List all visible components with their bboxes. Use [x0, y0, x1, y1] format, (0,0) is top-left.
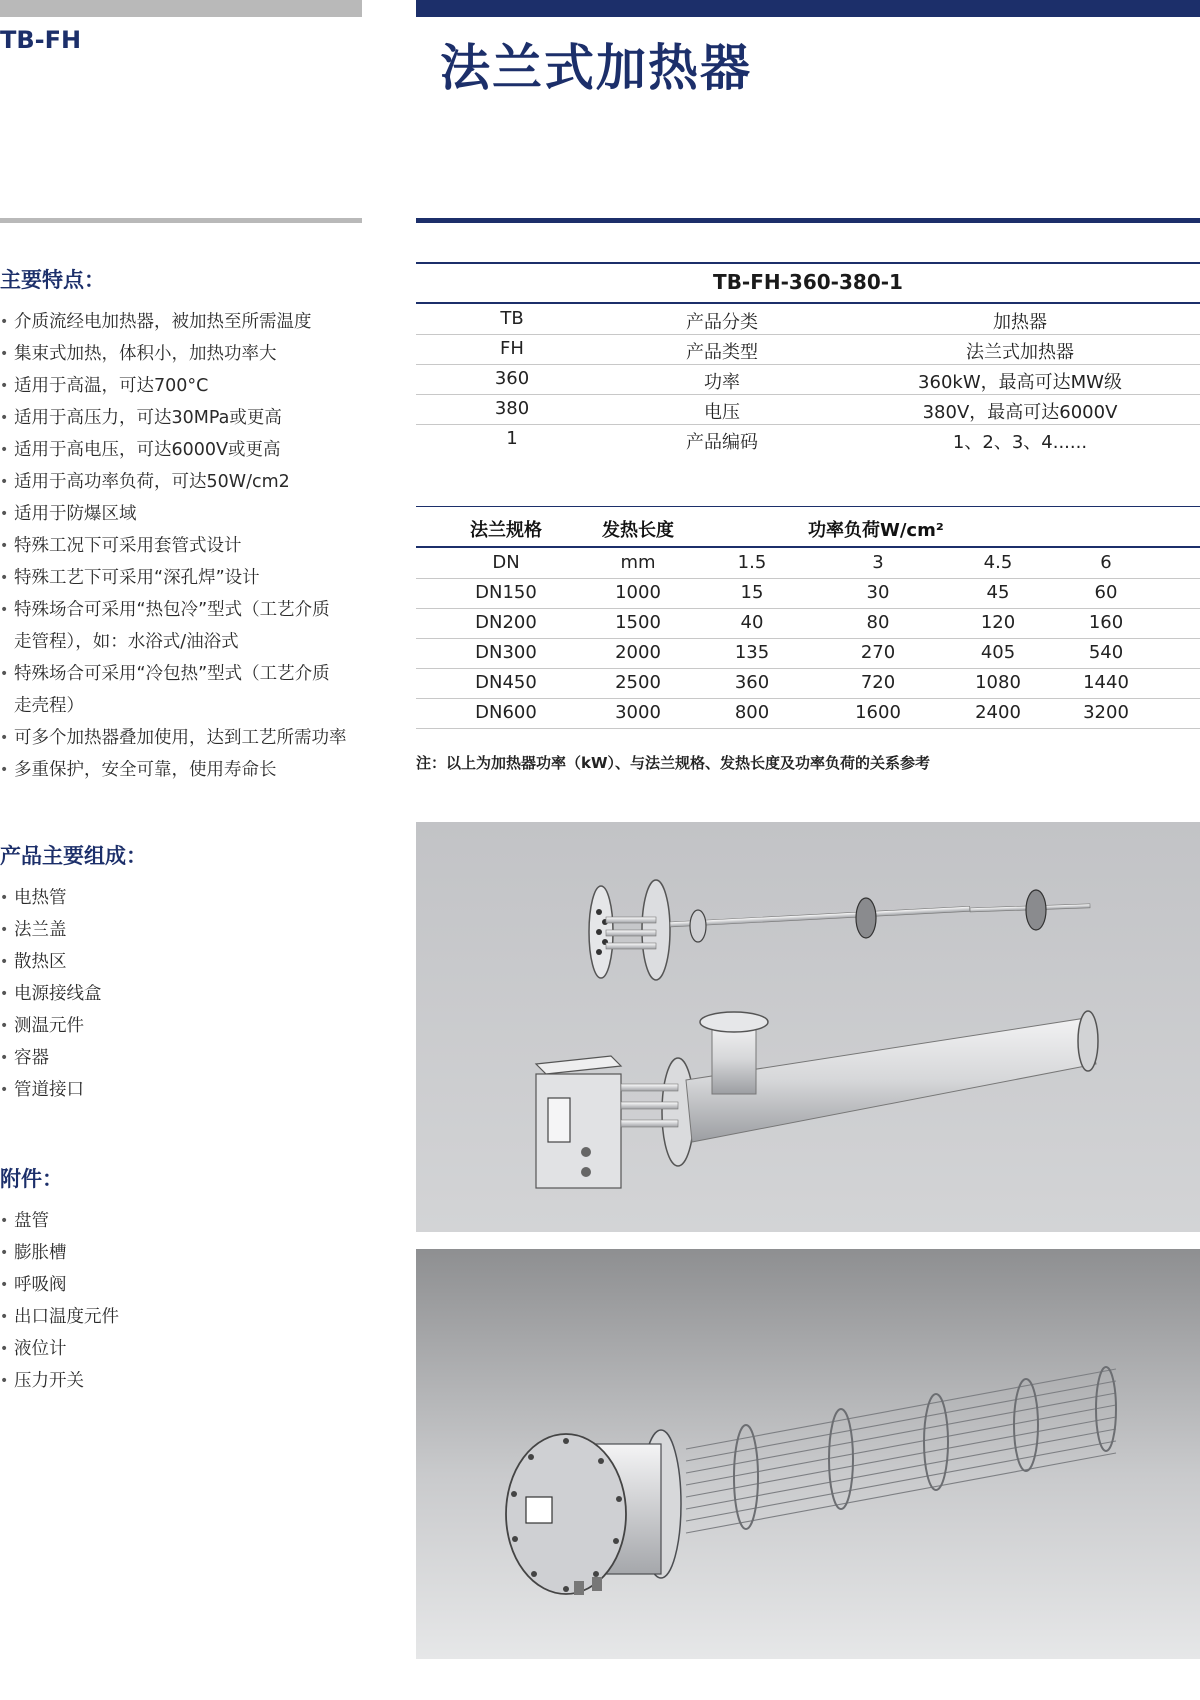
unit-cell: 3 — [872, 552, 884, 573]
table-cell: 405 — [980, 642, 1016, 663]
model-code-cell: FH — [500, 338, 524, 359]
row-divider — [416, 638, 1200, 639]
composition-title: 产品主要组成： — [0, 844, 147, 868]
model-meaning-cell: 功率 — [704, 372, 740, 393]
list-item: • 盘管 — [0, 1205, 370, 1237]
table-cell: 3000 — [615, 702, 661, 723]
list-item: • 特殊场合可采用“冷包热”型式（工艺介质 — [0, 658, 370, 690]
table-cell: DN300 — [475, 642, 537, 663]
list-item: • 电源接线盒 — [0, 978, 370, 1010]
list-item: • 特殊工况下可采用套管式设计 — [0, 530, 370, 562]
table-cell: 60 — [1094, 582, 1118, 603]
header-flange-spec: 法兰规格 — [470, 520, 542, 541]
model-meaning-cell: 产品类型 — [686, 342, 758, 363]
mid-gray-bar — [0, 218, 362, 223]
list-item: • 测温元件 — [0, 1010, 370, 1042]
power-table-bottom-rule — [416, 728, 1200, 729]
top-gray-bar — [0, 0, 362, 17]
table-cell: 540 — [1088, 642, 1124, 663]
model-value-cell: 380V，最高可达6000V — [922, 402, 1118, 423]
flange-heater-illustration — [416, 822, 1200, 1232]
product-render-1 — [416, 822, 1200, 1232]
table-cell: 3200 — [1083, 702, 1129, 723]
list-item: • 特殊场合可采用“热包冷”型式（工艺介质 — [0, 594, 370, 626]
list-item: • 压力开关 — [0, 1365, 370, 1397]
row-divider — [416, 424, 1200, 425]
table-header-rule — [416, 302, 1200, 304]
model-code-cell: 380 — [494, 398, 530, 419]
model-value-cell: 1、2、3、4...... — [952, 432, 1088, 453]
list-item: • 介质流经电加热器，被加热至所需温度 — [0, 306, 370, 338]
list-item: • 适用于高压力，可达30MPa或更高 — [0, 402, 370, 434]
table-cell: 80 — [866, 612, 890, 633]
list-item: • 多重保护，安全可靠，使用寿命长 — [0, 754, 370, 786]
table-cell: 270 — [860, 642, 896, 663]
model-table-title: TB-FH-360-380-1 — [713, 270, 903, 294]
header-navy-rule — [416, 218, 1200, 223]
list-item: • 出口温度元件 — [0, 1301, 370, 1333]
model-value-cell: 360kW，最高可达MW级 — [918, 372, 1122, 393]
row-divider — [416, 394, 1200, 395]
model-meaning-cell: 产品分类 — [686, 312, 758, 333]
page-title: 法兰式加热器 — [440, 39, 752, 97]
table-cell: 40 — [740, 612, 764, 633]
row-divider — [416, 364, 1200, 365]
model-code-cell: 360 — [494, 368, 530, 389]
accessories-list — [0, 1205, 370, 1397]
power-table-top-rule — [416, 506, 1200, 507]
table-cell: 2000 — [615, 642, 661, 663]
table-cell: 1000 — [615, 582, 661, 603]
list-item: • 特殊工艺下可采用“深孔焊”设计 — [0, 562, 370, 594]
model-value-cell: 法兰式加热器 — [966, 342, 1074, 363]
table-cell: 800 — [734, 702, 770, 723]
composition-list — [0, 882, 370, 1106]
table-cell: DN600 — [475, 702, 537, 723]
table-top-rule — [416, 262, 1200, 264]
table-cell: 15 — [740, 582, 764, 603]
list-item: • 呼吸阀 — [0, 1269, 370, 1301]
table-cell: 1440 — [1083, 672, 1129, 693]
model-code-cell: TB — [500, 308, 524, 329]
table-cell: DN200 — [475, 612, 537, 633]
accessories-title: 附件： — [0, 1167, 63, 1191]
table-cell: 720 — [860, 672, 896, 693]
table-cell: 2400 — [975, 702, 1021, 723]
list-item: • 法兰盖 — [0, 914, 370, 946]
table-cell: 30 — [866, 582, 890, 603]
table-note: 注：以上为加热器功率（kW）、与法兰规格、发热长度及功率负荷的关系参考 — [416, 754, 931, 772]
list-item-continued: 走管程），如：水浴式/油浴式 — [14, 632, 239, 652]
bundle-heater-illustration — [416, 1249, 1200, 1659]
unit-cell: mm — [620, 552, 656, 573]
table-cell: DN450 — [475, 672, 537, 693]
list-item: • 适用于高温，可达700°C — [0, 370, 370, 402]
model-meaning-cell: 电压 — [704, 402, 740, 423]
product-render-2 — [416, 1249, 1200, 1659]
power-table-header-rule — [416, 546, 1200, 548]
table-cell: 1500 — [615, 612, 661, 633]
model-code-cell: 1 — [506, 428, 518, 449]
model-meaning-cell: 产品编码 — [686, 432, 758, 453]
list-item: • 电热管 — [0, 882, 370, 914]
table-cell: 360 — [734, 672, 770, 693]
list-item: • 适用于防爆区域 — [0, 498, 370, 530]
list-item: • 容器 — [0, 1042, 370, 1074]
unit-cell: 4.5 — [983, 552, 1013, 573]
row-divider — [416, 608, 1200, 609]
list-item: • 集束式加热，体积小，加热功率大 — [0, 338, 370, 370]
row-divider — [416, 334, 1200, 335]
table-cell: 45 — [986, 582, 1010, 603]
table-cell: 1080 — [975, 672, 1021, 693]
table-cell: 120 — [980, 612, 1016, 633]
list-item: • 适用于高电压，可达6000V或更高 — [0, 434, 370, 466]
row-divider — [416, 698, 1200, 699]
table-cell: 2500 — [615, 672, 661, 693]
list-item: • 散热区 — [0, 946, 370, 978]
features-title: 主要特点： — [0, 268, 105, 292]
unit-cell: 1.5 — [737, 552, 767, 573]
header-power-load: 功率负荷W/cm² — [808, 520, 944, 541]
features-list — [0, 306, 370, 786]
table-cell: 135 — [734, 642, 770, 663]
unit-cell: 6 — [1100, 552, 1112, 573]
table-cell: 160 — [1088, 612, 1124, 633]
header-heating-length: 发热长度 — [602, 520, 674, 541]
row-divider — [416, 668, 1200, 669]
model-code: TB-FH — [0, 26, 82, 54]
row-divider — [416, 578, 1200, 579]
table-cell: 1600 — [855, 702, 901, 723]
model-value-cell: 加热器 — [993, 312, 1047, 333]
table-cell: DN150 — [475, 582, 537, 603]
top-navy-bar — [416, 0, 1200, 17]
list-item: • 液位计 — [0, 1333, 370, 1365]
list-item-continued: 走壳程） — [14, 696, 84, 716]
list-item: • 可多个加热器叠加使用，达到工艺所需功率 — [0, 722, 370, 754]
list-item: • 管道接口 — [0, 1074, 370, 1106]
unit-cell: DN — [492, 552, 520, 573]
list-item: • 膨胀槽 — [0, 1237, 370, 1269]
list-item: • 适用于高功率负荷，可达50W/cm2 — [0, 466, 370, 498]
